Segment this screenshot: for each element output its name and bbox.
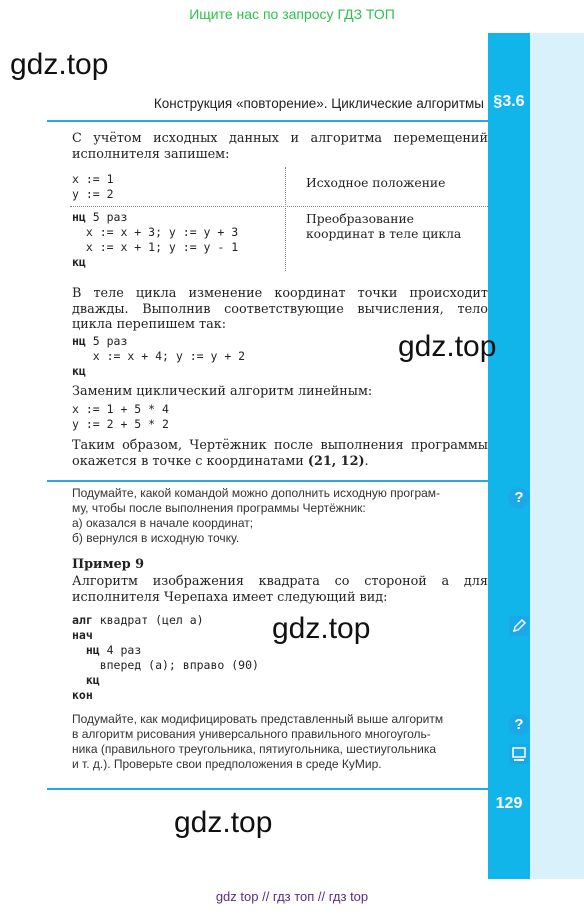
watermark: gdz.top [174, 806, 273, 839]
side-rail-light [530, 33, 584, 879]
loop-body: вперед (а); вправо (90) [72, 658, 259, 672]
watermark: gdz.top [10, 48, 109, 81]
think-block-2 [72, 712, 488, 772]
code-loop [72, 210, 238, 270]
code-square [72, 613, 259, 703]
para4-text: Таким образом, Чертёжник после выполнения программы окажется в точке с координатами [72, 438, 488, 469]
computer-icon [509, 744, 529, 764]
loop-header: 4 раз [99, 643, 142, 657]
page-number: 129 [495, 795, 523, 812]
pencil-icon [509, 616, 529, 636]
section-number: §3.6 [493, 93, 525, 110]
keyword-nach: нач [72, 628, 93, 642]
think-line: Подумайте, как модифицировать представленный выше алгоритм [72, 712, 444, 726]
keyword-kon: кон [72, 688, 93, 702]
think-line: в алгоритм рисования универсального правильного многоуголь- [72, 727, 431, 741]
keyword-kc: кц [72, 673, 100, 687]
think-block-1 [72, 486, 488, 546]
bottom-rule [47, 788, 488, 790]
keyword-nc: нц [72, 643, 100, 657]
footer-links[interactable]: gdz top // гдз топ // гдз top [215, 889, 369, 904]
example-text: Алгоритм изображения квадрата со стороной a для исполнителя Черепаха имеет следующий вид: [72, 574, 488, 605]
watermark: gdz.top [272, 612, 371, 645]
header-rule [47, 120, 488, 122]
code-loop-simplified [72, 334, 245, 379]
think-line: му, чтобы после выполнения программы Чертёжник: [72, 501, 366, 515]
loop-header: 5 раз [85, 210, 128, 224]
intro-paragraph: С учётом исходных данных и алгоритма перемещений исполнителя запишем: [72, 131, 488, 162]
keyword-nc: нц [72, 210, 86, 224]
loop-header: 5 раз [85, 334, 128, 348]
coordinates: (21, 12) [307, 453, 365, 469]
keyword-kc: кц [72, 364, 86, 378]
loop-body: x := x + 3; y := y + 3 x := x + 1; y := y - 1 [85, 225, 239, 254]
section-rule [47, 480, 488, 482]
paragraph-2: В теле цикла изменение координат точки происходит дважды. Выполнив соответствующие вычисления, тело цикла перепишем так: [72, 286, 488, 332]
question-icon: ? [508, 714, 530, 736]
table-divider-horizontal [70, 206, 488, 207]
alg-header: квадрат (цел а) [92, 613, 204, 627]
note-initial: Исходное положение [306, 176, 446, 190]
think-line: ника (правильного треугольника, пятиугольника, шестиугольника [72, 742, 437, 756]
code-linear: x := 1 + 5 * 4 y := 2 + 5 * 2 [72, 402, 169, 431]
example-title: Пример 9 [72, 557, 145, 572]
paragraph-4 [72, 438, 488, 469]
keyword-alg: алг [72, 613, 93, 627]
think-line: Подумайте, какой командой можно дополнить исходную програм- [72, 486, 441, 500]
think-line: и т. д.). Проверьте свои предположения в среде КуМир. [72, 757, 382, 771]
running-head: Конструкция «повторение». Циклические алгоритмы [153, 96, 484, 111]
question-icon: ? [508, 487, 530, 509]
para4-end: . [364, 453, 369, 469]
loop-body: x := x + 4; y := y + 2 [72, 349, 246, 363]
top-search-banner[interactable]: Ищите нас по запросу ГДЗ ТОП [189, 6, 395, 22]
think-line: б) вернулся в исходную точку. [72, 531, 240, 545]
keyword-kc: кц [72, 255, 86, 269]
note-loop: Преобразование координат в теле цикла [306, 212, 462, 241]
keyword-nc: нц [72, 334, 86, 348]
paragraph-3: Заменим циклический алгоритм линейным: [72, 384, 373, 399]
table-divider-vertical [285, 167, 286, 271]
think-line: а) оказался в начале координат; [72, 516, 254, 530]
watermark: gdz.top [398, 330, 497, 363]
code-initial: x := 1 y := 2 [72, 172, 114, 201]
